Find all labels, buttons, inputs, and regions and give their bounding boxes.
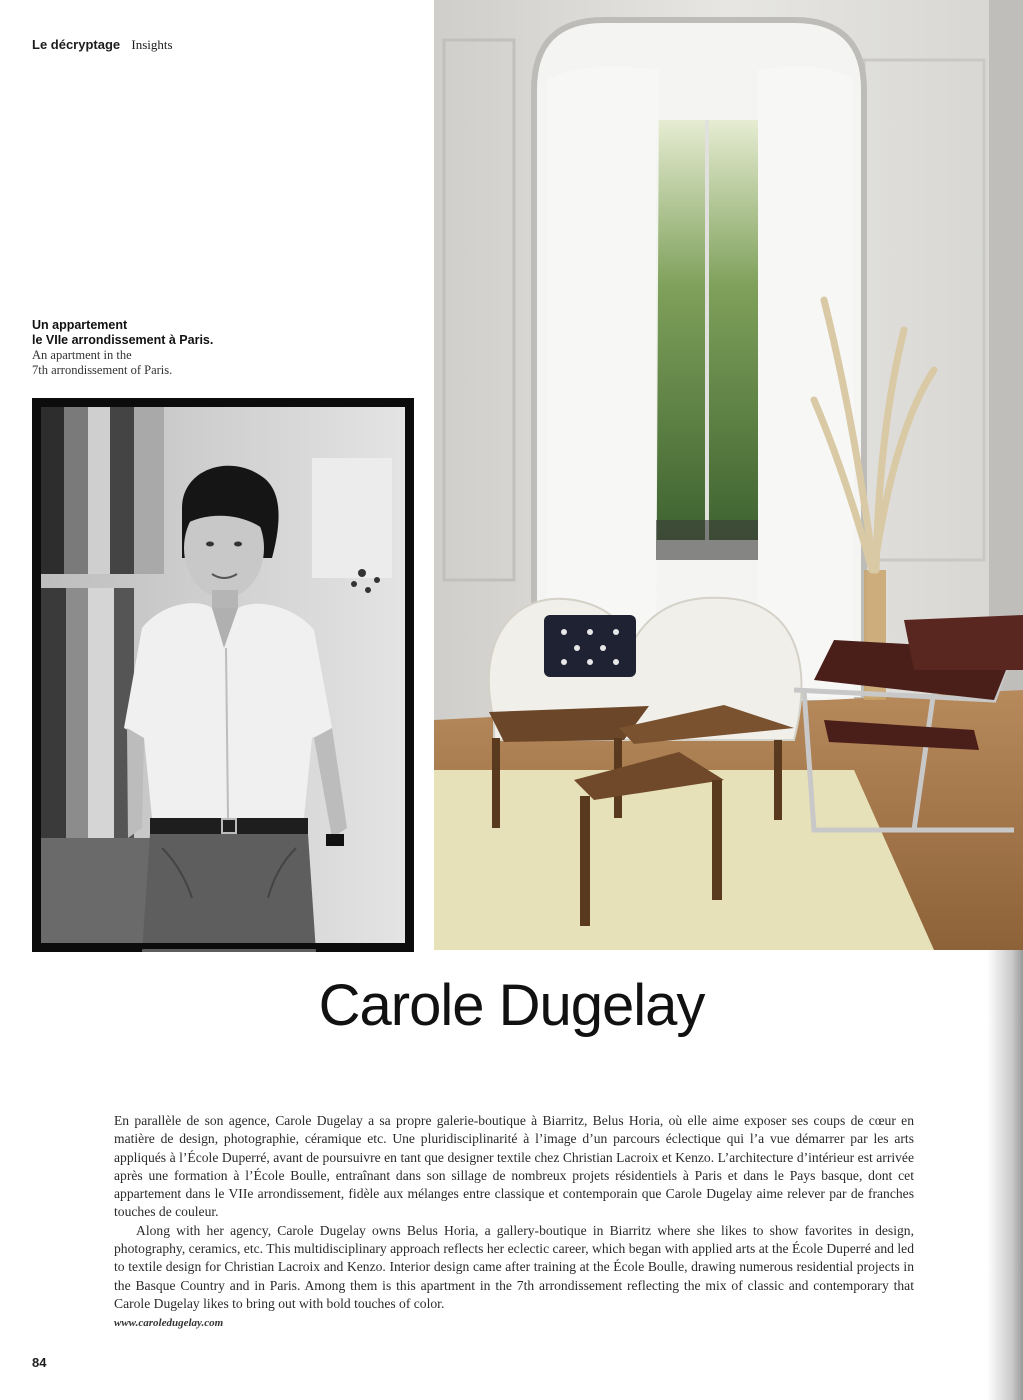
body-paragraph-english: Along with her agency, Carole Dugelay owns Belus Horia, a gallery-boutique in Biarritz where she likes to show favorites in design, photography, ceramics, etc. This multidisciplinary approach reflects her eclectic career, which began with applied arts at the École Duperré and led to textile design for Christian Lacroix and Kenzo. Interior design came after training at the École Boulle, drawing numerous residential projects in the Basque Country and in Paris. Among them is this apartment in the 7th arrondissement reflecting the mix of classic and contemporary that Carole Dugelay likes to bring out with bold touches of color. (114, 1222, 914, 1311)
website-link[interactable]: www.caroledugelay.com (114, 1317, 224, 1330)
portrait-illustration (32, 398, 414, 952)
caption-english-line-1: An apartment in the (32, 348, 132, 362)
caption-french-line-2: le VIIe arrondissement à Paris. (32, 333, 214, 347)
section-header (32, 37, 173, 53)
caption-french-line-1: Un appartement (32, 318, 128, 332)
body-paragraph-french: En parallèle de son agence, Carole Dugelay a sa propre galerie-boutique à Biarritz, Belus Horia, où elle aime exposer ses coups de cœur en matière de design, photographie, céramique etc. Une pluridisciplinarité à l’image d’un parcours éclectique qui l’a vue démarrer par les arts appliqués à l’École Duperré, avant de poursuivre en tant que designer textile chez Christian Lacroix et Kenzo. L’architecture d’intérieur est arrivée après une formation à l’École Boulle, entraînant dans son sillage de nombreux projets résidentiels à Paris et dans le Pays basque, dont cet appartement dans le VIIe arrondissement, fidèle aux mélanges entre classique et contemporain que Carole Dugelay aime relever par de franches touches de couleur. (114, 1113, 914, 1220)
portrait-photo (32, 398, 414, 952)
photo-caption (32, 318, 272, 378)
interior-illustration (434, 0, 1023, 950)
article-title: Carole Dugelay (318, 973, 705, 1038)
section-label: Le décryptage (32, 37, 121, 52)
caption-english-line-2: 7th arrondissement of Paris. (32, 363, 173, 377)
subsection-label: Insights (131, 37, 173, 52)
page-number: 84 (32, 1355, 47, 1370)
article-body (114, 1112, 914, 1333)
interior-photo (434, 0, 1023, 950)
